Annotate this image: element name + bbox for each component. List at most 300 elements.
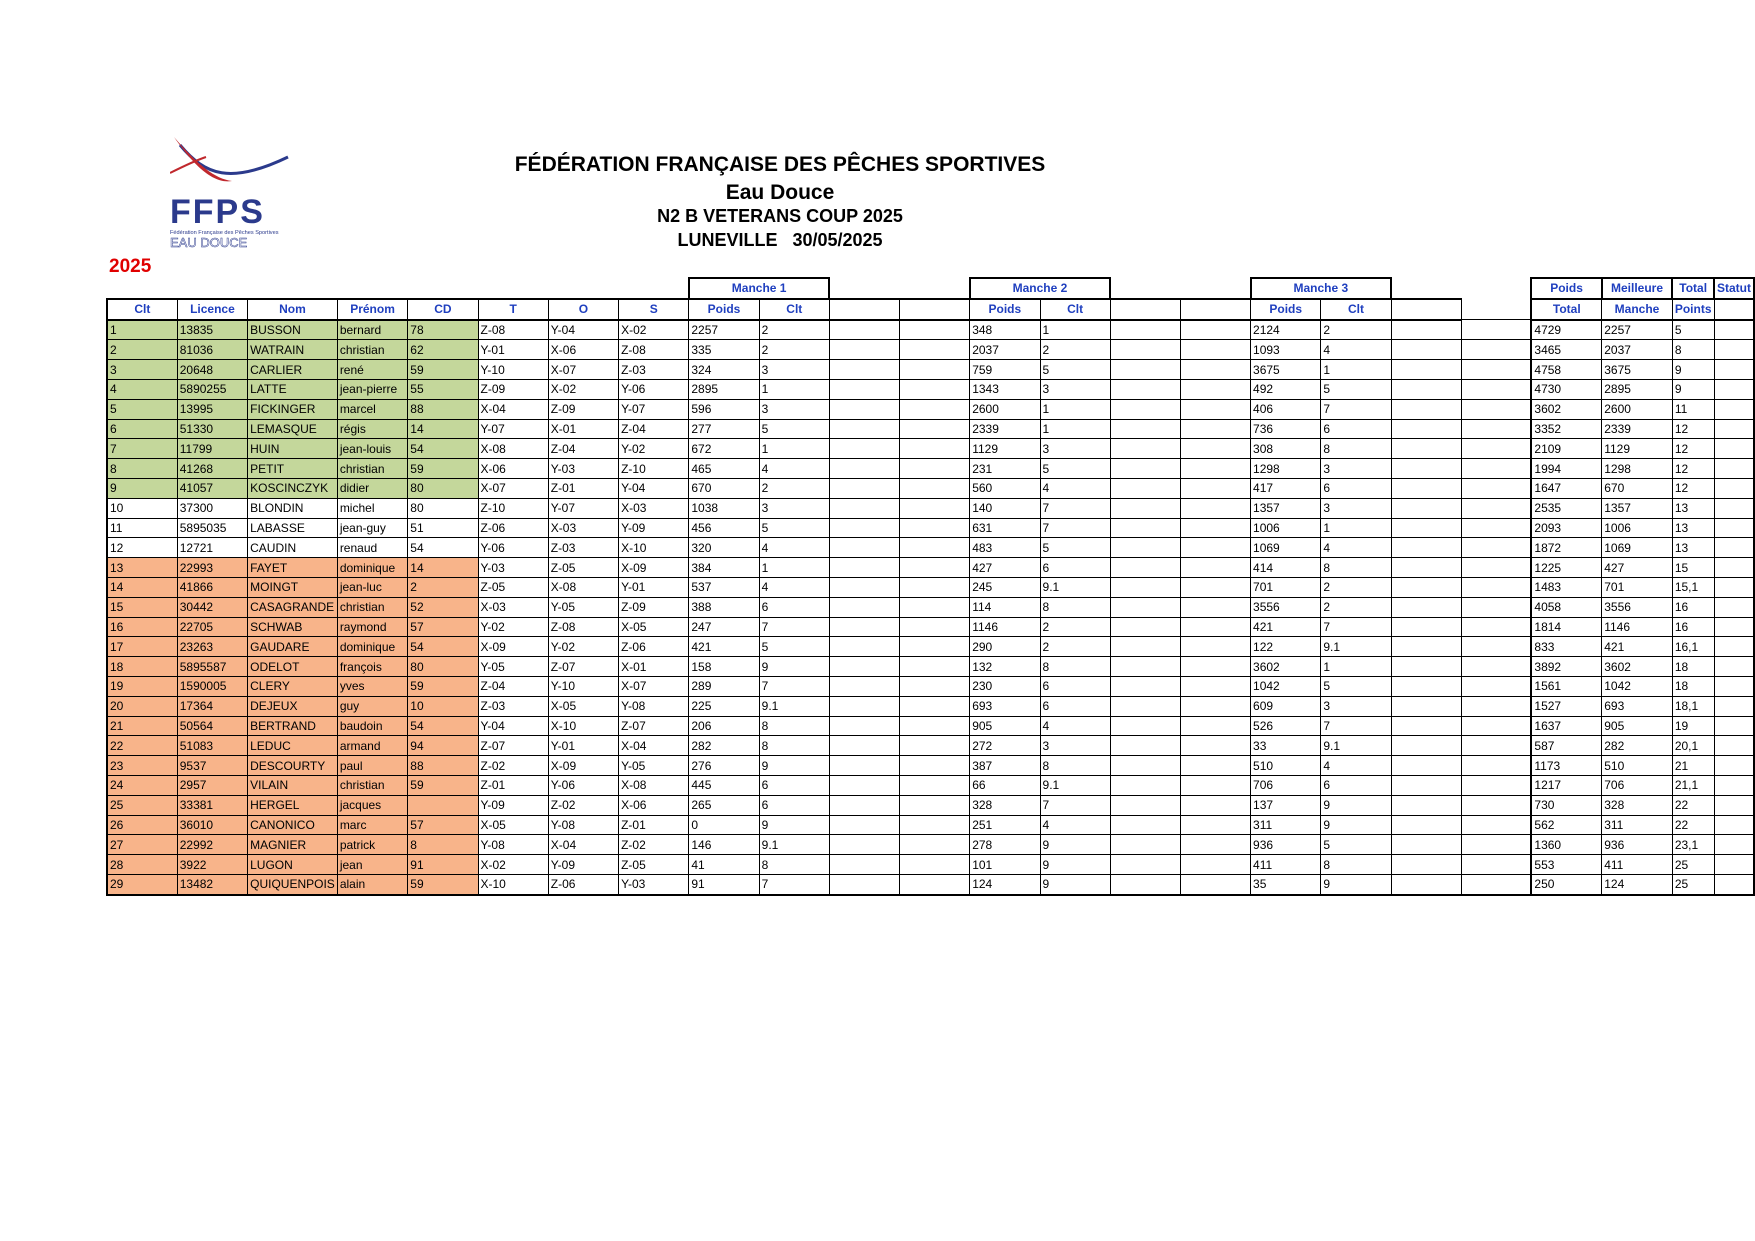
cell-clt-m3: 8	[1321, 558, 1391, 578]
cell-o: Y-07	[548, 498, 618, 518]
cell-cd: 57	[408, 815, 478, 835]
cell-clt-m1: 8	[759, 716, 829, 736]
table-row	[107, 736, 1754, 756]
cell-nom: ODELOT	[248, 657, 338, 677]
cell-clt: 24	[107, 775, 177, 795]
spacer-cell	[829, 716, 899, 736]
spacer-cell	[1461, 518, 1531, 538]
cell-o: Y-02	[548, 637, 618, 657]
cell-poids-m1: 277	[689, 419, 759, 439]
spacer-cell	[1110, 577, 1180, 597]
cell-licence: 3922	[177, 855, 247, 875]
spacer-cell	[900, 597, 970, 617]
spacer-cell	[1110, 558, 1180, 578]
spacer-cell	[1461, 696, 1531, 716]
cell-nom: LUGON	[248, 855, 338, 875]
cell-poids-m3: 35	[1251, 874, 1321, 894]
spacer-cell	[1391, 558, 1461, 578]
cell-clt-m3: 2	[1321, 577, 1391, 597]
cell-clt: 11	[107, 518, 177, 538]
cell-prenom: marcel	[337, 399, 407, 419]
table-row	[107, 419, 1754, 439]
cell-poids-total: 3465	[1531, 340, 1601, 360]
spacer-cell	[829, 379, 899, 399]
cell-poids-m2: 140	[970, 498, 1040, 518]
spacer-cell	[1110, 597, 1180, 617]
cell-total-points: 13	[1672, 538, 1714, 558]
cell-poids-m3: 3556	[1251, 597, 1321, 617]
spacer-cell	[1180, 855, 1250, 875]
cell-poids-m1: 320	[689, 538, 759, 558]
cell-poids-total: 3892	[1531, 657, 1601, 677]
spacer-cell	[900, 340, 970, 360]
cell-meilleure-manche: 1129	[1602, 439, 1673, 459]
cell-poids-m1: 247	[689, 617, 759, 637]
cell-clt-m3: 3	[1321, 498, 1391, 518]
spacer-cell	[829, 775, 899, 795]
cell-clt-m2: 1	[1040, 320, 1110, 340]
cell-meilleure-manche: 282	[1602, 736, 1673, 756]
spacer-cell	[900, 459, 970, 479]
spacer-cell	[1391, 320, 1461, 340]
group-header-row	[107, 278, 1754, 299]
meilleure-header: Meilleure	[1602, 278, 1673, 299]
cell-cd: 91	[408, 855, 478, 875]
table-row	[107, 320, 1754, 340]
cell-clt-m1: 4	[759, 538, 829, 558]
cell-s: X-05	[619, 617, 689, 637]
cell-poids-m1: 0	[689, 815, 759, 835]
cell-t: Y-09	[478, 795, 548, 815]
spacer-cell	[900, 558, 970, 578]
cell-o: Z-01	[548, 478, 618, 498]
spacer-cell	[900, 379, 970, 399]
cell-licence: 22992	[177, 835, 247, 855]
cell-clt-m3: 2	[1321, 320, 1391, 340]
spacer-cell	[1391, 795, 1461, 815]
cell-statut	[1714, 597, 1754, 617]
cell-nom: CASAGRANDE	[248, 597, 338, 617]
cell-clt: 27	[107, 835, 177, 855]
cell-poids-m2: 2037	[970, 340, 1040, 360]
cell-clt-m2: 9	[1040, 874, 1110, 894]
spacer-cell	[1391, 498, 1461, 518]
spacer-cell	[900, 637, 970, 657]
cell-poids-m1: 158	[689, 657, 759, 677]
spacer-cell	[1391, 379, 1461, 399]
cell-t: X-02	[478, 855, 548, 875]
cell-statut	[1714, 498, 1754, 518]
cell-poids-m2: 560	[970, 478, 1040, 498]
cell-poids-m3: 33	[1251, 736, 1321, 756]
cell-total-points: 16,1	[1672, 637, 1714, 657]
cell-nom: MAGNIER	[248, 835, 338, 855]
cell-licence: 50564	[177, 716, 247, 736]
col-poids-m1: Poids	[689, 299, 759, 320]
table-row	[107, 379, 1754, 399]
cell-poids-m3: 311	[1251, 815, 1321, 835]
cell-poids-total: 1872	[1531, 538, 1601, 558]
cell-nom: GAUDARE	[248, 637, 338, 657]
cell-clt-m1: 2	[759, 340, 829, 360]
cell-t: Z-08	[478, 320, 548, 340]
cell-clt-m1: 8	[759, 736, 829, 756]
cell-t: Z-03	[478, 696, 548, 716]
cell-poids-m3: 411	[1251, 855, 1321, 875]
cell-clt-m3: 7	[1321, 399, 1391, 419]
cell-s: X-09	[619, 558, 689, 578]
cell-clt-m3: 8	[1321, 439, 1391, 459]
spacer-cell	[1461, 419, 1531, 439]
cell-prenom: jean-louis	[337, 439, 407, 459]
cell-meilleure-manche: 2037	[1602, 340, 1673, 360]
table-row	[107, 518, 1754, 538]
cell-t: X-10	[478, 874, 548, 894]
col-licence: Licence	[177, 299, 247, 320]
cell-statut	[1714, 439, 1754, 459]
cell-s: Y-06	[619, 379, 689, 399]
cell-clt-m3: 9.1	[1321, 637, 1391, 657]
cell-licence: 2957	[177, 775, 247, 795]
competition-title: N2 B VETERANS COUP 2025	[657, 206, 903, 226]
spacer-cell	[829, 657, 899, 677]
cell-licence: 23263	[177, 637, 247, 657]
cell-nom: LEDUC	[248, 736, 338, 756]
cell-prenom: christian	[337, 597, 407, 617]
spacer-cell	[1461, 657, 1531, 677]
cell-s: Z-01	[619, 815, 689, 835]
cell-prenom: jean	[337, 855, 407, 875]
cell-meilleure-manche: 1042	[1602, 676, 1673, 696]
cell-licence: 1590005	[177, 676, 247, 696]
cell-poids-total: 4730	[1531, 379, 1601, 399]
col-clt-m2: Clt	[1040, 299, 1110, 320]
table-row	[107, 459, 1754, 479]
cell-poids-total: 1527	[1531, 696, 1601, 716]
cell-poids-m2: 101	[970, 855, 1040, 875]
cell-t: Z-05	[478, 577, 548, 597]
cell-meilleure-manche: 670	[1602, 478, 1673, 498]
cell-s: X-06	[619, 795, 689, 815]
cell-poids-total: 553	[1531, 855, 1601, 875]
spacer-cell	[1461, 320, 1531, 340]
cell-prenom: dominique	[337, 558, 407, 578]
spacer-cell	[1180, 320, 1250, 340]
cell-poids-m1: 206	[689, 716, 759, 736]
cell-clt: 4	[107, 379, 177, 399]
cell-clt: 5	[107, 399, 177, 419]
cell-total-points: 18	[1672, 676, 1714, 696]
cell-poids-total: 2093	[1531, 518, 1601, 538]
spacer-cell	[1461, 716, 1531, 736]
cell-clt-m1: 9.1	[759, 696, 829, 716]
cell-poids-m2: 387	[970, 756, 1040, 776]
col-meilleure-manche: Manche	[1602, 299, 1673, 320]
cell-poids-m1: 388	[689, 597, 759, 617]
cell-statut	[1714, 379, 1754, 399]
spacer-cell	[900, 696, 970, 716]
cell-cd: 80	[408, 657, 478, 677]
manche1-header: Manche 1	[689, 278, 830, 299]
cell-nom: BUSSON	[248, 320, 338, 340]
cell-clt: 21	[107, 716, 177, 736]
poids-total-header: Poids	[1531, 278, 1601, 299]
cell-poids-m1: 456	[689, 518, 759, 538]
cell-poids-m2: 328	[970, 795, 1040, 815]
spacer-cell	[1110, 459, 1180, 479]
cell-s: Y-09	[619, 518, 689, 538]
cell-meilleure-manche: 1069	[1602, 538, 1673, 558]
cell-o: Z-08	[548, 617, 618, 637]
cell-clt-m3: 4	[1321, 756, 1391, 776]
spacer-cell	[1180, 439, 1250, 459]
cell-licence: 5895035	[177, 518, 247, 538]
spacer-cell	[1461, 756, 1531, 776]
spacer-cell	[829, 439, 899, 459]
cell-clt: 8	[107, 459, 177, 479]
spacer-cell	[1110, 360, 1180, 380]
cell-poids-m2: 230	[970, 676, 1040, 696]
cell-clt-m1: 3	[759, 399, 829, 419]
spacer-cell	[829, 419, 899, 439]
cell-total-points: 5	[1672, 320, 1714, 340]
spacer-cell	[1110, 676, 1180, 696]
cell-total-points: 12	[1672, 478, 1714, 498]
cell-poids-m3: 3675	[1251, 360, 1321, 380]
cell-clt-m2: 8	[1040, 597, 1110, 617]
cell-total-points: 22	[1672, 815, 1714, 835]
cell-poids-m3: 414	[1251, 558, 1321, 578]
cell-poids-m1: 384	[689, 558, 759, 578]
cell-statut	[1714, 577, 1754, 597]
cell-poids-m2: 272	[970, 736, 1040, 756]
spacer-cell	[1461, 795, 1531, 815]
cell-t: X-07	[478, 478, 548, 498]
cell-licence: 51330	[177, 419, 247, 439]
cell-clt-m2: 9.1	[1040, 577, 1110, 597]
spacer-cell	[829, 518, 899, 538]
cell-meilleure-manche: 328	[1602, 795, 1673, 815]
cell-clt-m1: 2	[759, 478, 829, 498]
cell-poids-m1: 445	[689, 775, 759, 795]
cell-t: Z-02	[478, 756, 548, 776]
cell-meilleure-manche: 905	[1602, 716, 1673, 736]
spacer-cell	[829, 835, 899, 855]
cell-s: Y-04	[619, 478, 689, 498]
cell-clt-m1: 8	[759, 855, 829, 875]
spacer-cell	[1180, 478, 1250, 498]
cell-clt: 18	[107, 657, 177, 677]
cell-poids-total: 3602	[1531, 399, 1601, 419]
cell-poids-m2: 2600	[970, 399, 1040, 419]
cell-total-points: 15	[1672, 558, 1714, 578]
spacer-cell	[1461, 399, 1531, 419]
cell-o: Y-10	[548, 676, 618, 696]
cell-o: Y-05	[548, 597, 618, 617]
table-row	[107, 637, 1754, 657]
spacer-cell	[1391, 756, 1461, 776]
gap-cell	[1461, 299, 1531, 320]
spacer-cell	[1391, 835, 1461, 855]
spacer-cell	[1180, 597, 1250, 617]
cell-meilleure-manche: 3602	[1602, 657, 1673, 677]
cell-clt-m3: 6	[1321, 775, 1391, 795]
spacer-cell	[900, 478, 970, 498]
cell-meilleure-manche: 1357	[1602, 498, 1673, 518]
cell-statut	[1714, 696, 1754, 716]
cell-licence: 30442	[177, 597, 247, 617]
cell-statut	[1714, 657, 1754, 677]
spacer-cell	[1110, 775, 1180, 795]
logo-swoosh-red	[174, 137, 232, 181]
cell-clt-m2: 1	[1040, 399, 1110, 419]
table-row	[107, 795, 1754, 815]
cell-cd: 59	[408, 775, 478, 795]
cell-s: Y-01	[619, 577, 689, 597]
cell-clt-m2: 2	[1040, 340, 1110, 360]
col-clt-m3: Clt	[1321, 299, 1391, 320]
table-row	[107, 716, 1754, 736]
cell-statut	[1714, 835, 1754, 855]
cell-prenom: renaud	[337, 538, 407, 558]
cell-t: Z-04	[478, 676, 548, 696]
spacer-cell	[1110, 855, 1180, 875]
table-row	[107, 815, 1754, 835]
cell-poids-m1: 225	[689, 696, 759, 716]
spacer-cell	[1461, 597, 1531, 617]
spacer-cell	[1461, 498, 1531, 518]
cell-poids-m3: 609	[1251, 696, 1321, 716]
cell-poids-m1: 91	[689, 874, 759, 894]
spacer-cell	[1391, 617, 1461, 637]
cell-meilleure-manche: 1146	[1602, 617, 1673, 637]
cell-clt-m2: 4	[1040, 815, 1110, 835]
cell-licence: 12721	[177, 538, 247, 558]
cell-t: Y-10	[478, 360, 548, 380]
cell-clt-m1: 9	[759, 815, 829, 835]
cell-total-points: 12	[1672, 459, 1714, 479]
cell-prenom: françois	[337, 657, 407, 677]
cell-o: Y-06	[548, 775, 618, 795]
table-row	[107, 439, 1754, 459]
cell-meilleure-manche: 1006	[1602, 518, 1673, 538]
cell-poids-total: 1561	[1531, 676, 1601, 696]
cell-clt-m3: 5	[1321, 676, 1391, 696]
cell-prenom: régis	[337, 419, 407, 439]
cell-poids-m3: 736	[1251, 419, 1321, 439]
cell-prenom: baudoin	[337, 716, 407, 736]
spacer-cell	[900, 835, 970, 855]
cell-clt-m3: 2	[1321, 597, 1391, 617]
cell-clt-m2: 5	[1040, 360, 1110, 380]
cell-o: Z-05	[548, 558, 618, 578]
cell-t: Z-01	[478, 775, 548, 795]
cell-clt-m1: 9	[759, 756, 829, 776]
spacer-cell	[829, 855, 899, 875]
cell-poids-m2: 759	[970, 360, 1040, 380]
spacer-cell	[1391, 716, 1461, 736]
cell-poids-total: 4058	[1531, 597, 1601, 617]
cell-o: Y-01	[548, 736, 618, 756]
cell-cd: 2	[408, 577, 478, 597]
cell-t: X-09	[478, 637, 548, 657]
cell-nom: VILAIN	[248, 775, 338, 795]
spacer-cell	[900, 716, 970, 736]
cell-clt-m1: 1	[759, 558, 829, 578]
cell-poids-m1: 670	[689, 478, 759, 498]
spacer-cell	[829, 340, 899, 360]
cell-clt-m2: 1	[1040, 419, 1110, 439]
cell-prenom: marc	[337, 815, 407, 835]
cell-licence: 20648	[177, 360, 247, 380]
spacer-cell	[829, 795, 899, 815]
cell-prenom: jean-guy	[337, 518, 407, 538]
cell-poids-m1: 265	[689, 795, 759, 815]
cell-poids-total: 1225	[1531, 558, 1601, 578]
cell-clt-m1: 5	[759, 637, 829, 657]
cell-total-points: 19	[1672, 716, 1714, 736]
spacer-cell	[900, 399, 970, 419]
cell-s: Z-10	[619, 459, 689, 479]
cell-poids-m2: 278	[970, 835, 1040, 855]
spacer-cell	[1110, 756, 1180, 776]
spacer-cell	[1461, 676, 1531, 696]
spacer-cell	[1461, 855, 1531, 875]
table-row	[107, 558, 1754, 578]
cell-cd: 54	[408, 538, 478, 558]
cell-total-points: 13	[1672, 518, 1714, 538]
cell-meilleure-manche: 3556	[1602, 597, 1673, 617]
cell-cd: 78	[408, 320, 478, 340]
spacer-cell	[1180, 379, 1250, 399]
spacer-cell	[1110, 716, 1180, 736]
cell-statut	[1714, 340, 1754, 360]
spacer-cell	[1180, 498, 1250, 518]
spacer-cell	[1180, 874, 1250, 894]
table-row	[107, 775, 1754, 795]
spacer-cell	[1461, 439, 1531, 459]
cell-clt: 22	[107, 736, 177, 756]
cell-poids-total: 587	[1531, 736, 1601, 756]
spacer-cell	[1461, 558, 1531, 578]
cell-clt-m1: 1	[759, 379, 829, 399]
cell-statut	[1714, 419, 1754, 439]
cell-poids-m1: 537	[689, 577, 759, 597]
cell-prenom: alain	[337, 874, 407, 894]
cell-poids-m2: 66	[970, 775, 1040, 795]
table-row	[107, 340, 1754, 360]
cell-o: Z-06	[548, 874, 618, 894]
cell-poids-m2: 483	[970, 538, 1040, 558]
cell-clt-m1: 4	[759, 577, 829, 597]
cell-o: Z-04	[548, 439, 618, 459]
cell-total-points: 12	[1672, 439, 1714, 459]
cell-poids-total: 1647	[1531, 478, 1601, 498]
cell-total-points: 13	[1672, 498, 1714, 518]
spacer-cell	[1180, 696, 1250, 716]
cell-statut	[1714, 558, 1754, 578]
table-row	[107, 696, 1754, 716]
cell-nom: CANONICO	[248, 815, 338, 835]
spacer-cell	[1461, 835, 1531, 855]
cell-poids-m2: 427	[970, 558, 1040, 578]
cell-clt-m3: 4	[1321, 340, 1391, 360]
cell-nom: QUIQUENPOIS	[248, 874, 338, 894]
col-total-points: Points	[1672, 299, 1714, 320]
cell-poids-m1: 672	[689, 439, 759, 459]
cell-o: Z-02	[548, 795, 618, 815]
cell-total-points: 21,1	[1672, 775, 1714, 795]
